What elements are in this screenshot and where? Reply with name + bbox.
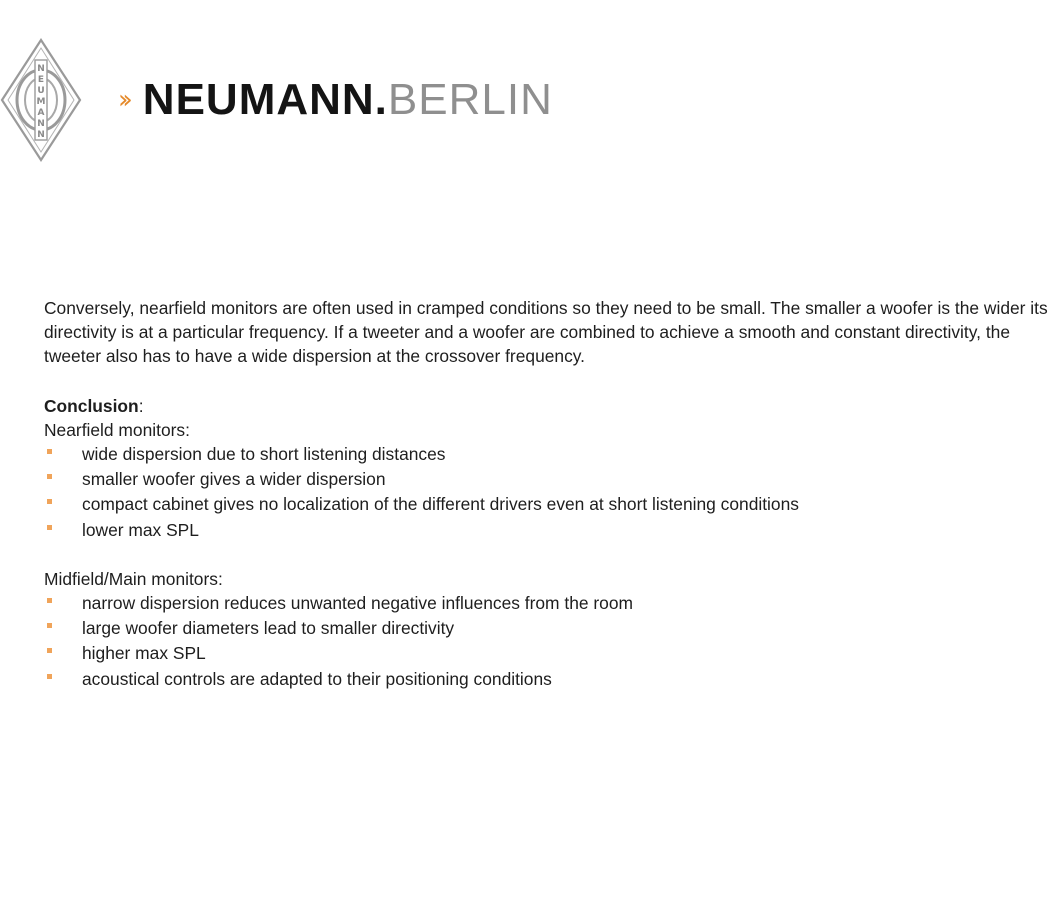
svg-text:E: E xyxy=(37,75,45,85)
list-item: wide dispersion due to short listening distances xyxy=(44,442,1049,467)
svg-text:U: U xyxy=(37,86,45,96)
svg-text:N: N xyxy=(37,130,45,140)
nearfield-list xyxy=(44,442,1049,543)
conclusion-label: Conclusion xyxy=(44,395,139,416)
list-item: smaller woofer gives a wider dispersion xyxy=(44,467,1049,492)
list-item: acoustical controls are adapted to their positioning conditions xyxy=(44,667,1049,692)
svg-text:M: M xyxy=(36,97,46,107)
list-item: lower max SPL xyxy=(44,518,1049,543)
brand-wordmark xyxy=(118,72,553,128)
spacer xyxy=(44,543,1049,567)
midfield-list xyxy=(44,591,1049,692)
document-body xyxy=(44,296,1049,692)
brand-name: NEUMANN. xyxy=(142,75,388,124)
svg-text:A: A xyxy=(37,108,45,118)
list-item: narrow dispersion reduces unwanted negative influences from the room xyxy=(44,591,1049,616)
neumann-logo-icon xyxy=(0,38,118,162)
double-arrow-icon: ›› xyxy=(118,85,127,115)
intro-paragraph: Conversely, nearfield monitors are often used in cramped conditions so they need to be small. The smaller a woofer is the wider its directivity is at a particular frequency. If a tweeter and a woofer are combined to achieve a smooth and constant directivity, the tweeter also has to have a wide dispersion at the crossover frequency. xyxy=(44,298,1048,367)
page-header xyxy=(0,38,700,162)
conclusion-colon: : xyxy=(138,395,144,416)
nearfield-title: Nearfield monitors: xyxy=(44,419,190,440)
conclusion-heading xyxy=(44,394,1049,418)
list-item: higher max SPL xyxy=(44,641,1049,666)
list-item: compact cabinet gives no localization of the different drivers even at short listening conditions xyxy=(44,492,1049,517)
midfield-title: Midfield/Main monitors: xyxy=(44,568,223,589)
brand-city: BERLIN xyxy=(387,75,553,124)
svg-text:N: N xyxy=(37,64,45,74)
svg-text:N: N xyxy=(37,119,45,129)
list-item: large woofer diameters lead to smaller directivity xyxy=(44,616,1049,641)
